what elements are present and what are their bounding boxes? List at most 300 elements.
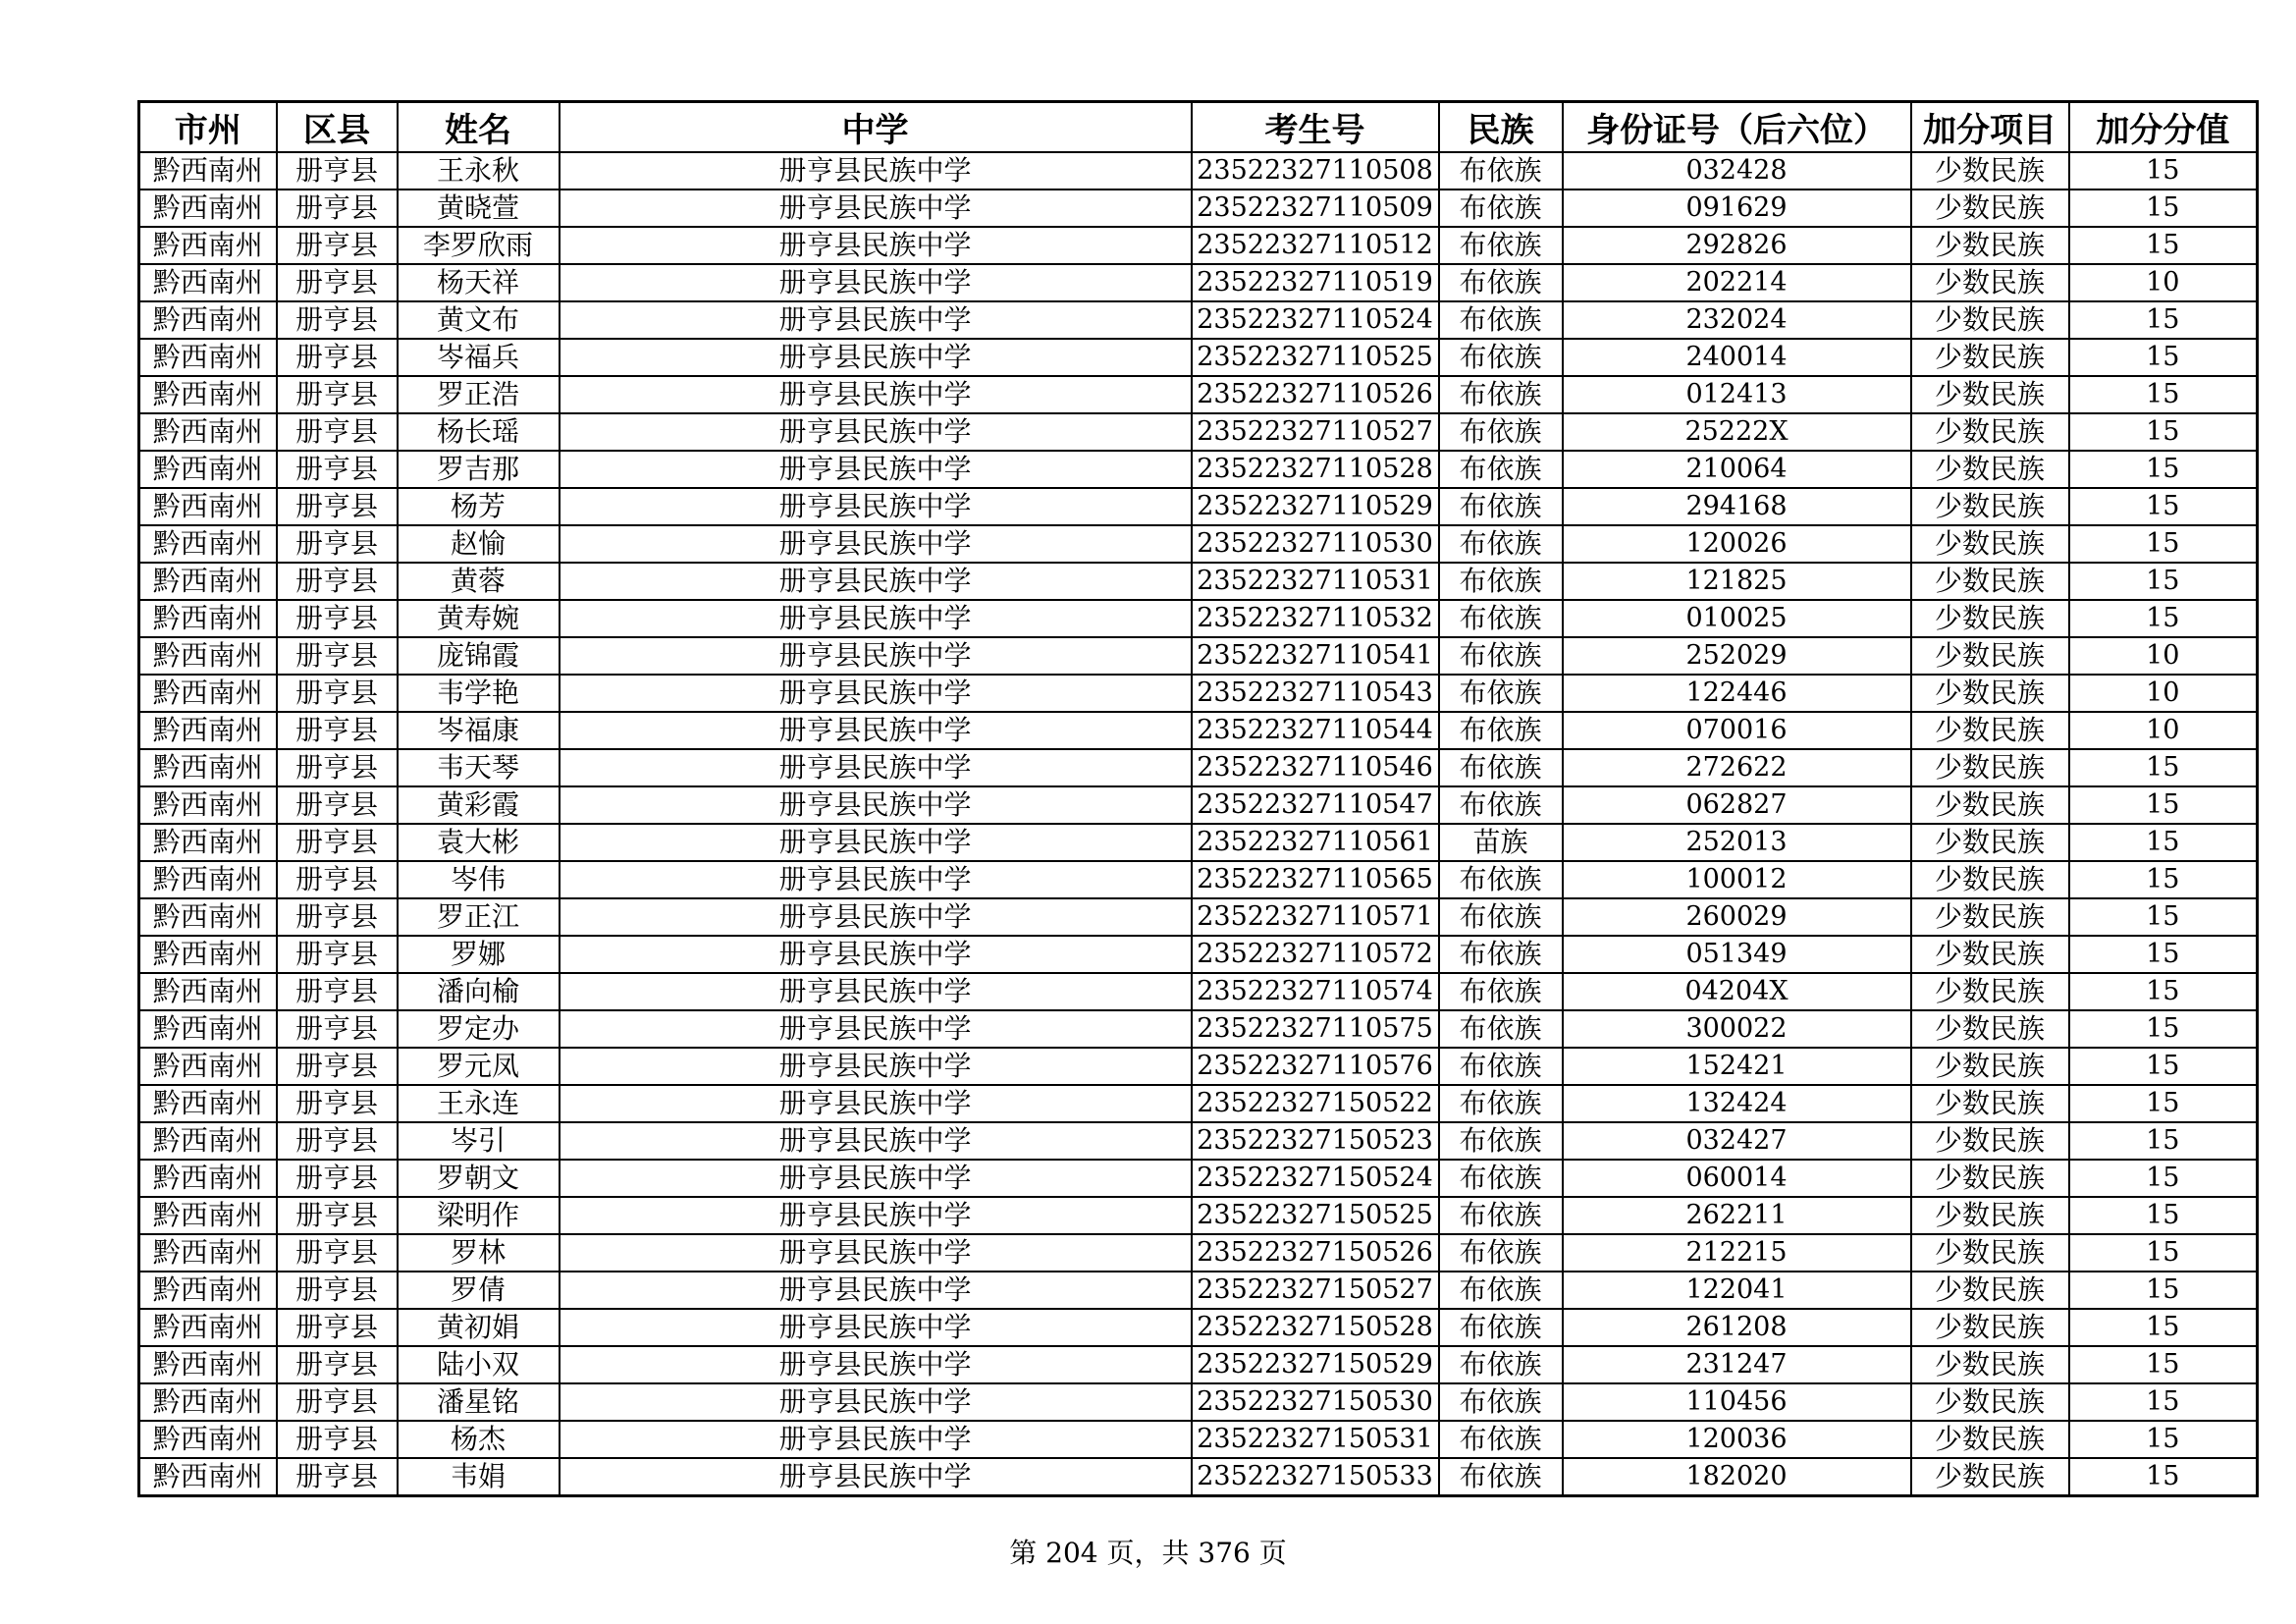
table-row bbox=[139, 898, 2258, 936]
ethnicity-cell: 布依族 bbox=[1439, 1010, 1563, 1048]
table-row bbox=[139, 1122, 2258, 1160]
bonus-points-cell: 15 bbox=[2069, 600, 2258, 637]
id-last-six-cell: 010025 bbox=[1563, 600, 1911, 637]
bonus-item-cell: 少数民族 bbox=[1911, 413, 2069, 451]
city-cell: 黔西南州 bbox=[139, 413, 277, 451]
city-cell: 黔西南州 bbox=[139, 1421, 277, 1458]
ethnicity-cell: 布依族 bbox=[1439, 189, 1563, 227]
ethnicity-cell: 布依族 bbox=[1439, 600, 1563, 637]
bonus-points-cell: 10 bbox=[2069, 637, 2258, 675]
exam-number-cell: 23522327110531 bbox=[1192, 563, 1439, 600]
bonus-item-cell: 少数民族 bbox=[1911, 227, 2069, 264]
id-last-six-cell: 152421 bbox=[1563, 1048, 1911, 1085]
name-cell: 岑福兵 bbox=[398, 339, 560, 376]
school-cell: 册亨县民族中学 bbox=[560, 749, 1192, 786]
county-cell: 册亨县 bbox=[277, 1048, 398, 1085]
bonus-points-cell: 15 bbox=[2069, 898, 2258, 936]
exam-number-cell: 23522327110508 bbox=[1192, 152, 1439, 189]
name-cell: 王永秋 bbox=[398, 152, 560, 189]
ethnicity-cell: 布依族 bbox=[1439, 1421, 1563, 1458]
name-cell: 黄文布 bbox=[398, 301, 560, 339]
exam-number-cell: 23522327110525 bbox=[1192, 339, 1439, 376]
id-last-six-cell: 121825 bbox=[1563, 563, 1911, 600]
bonus-item-cell: 少数民族 bbox=[1911, 264, 2069, 301]
city-cell: 黔西南州 bbox=[139, 1272, 277, 1309]
exam-number-cell: 23522327150523 bbox=[1192, 1122, 1439, 1160]
id-last-six-cell: 070016 bbox=[1563, 712, 1911, 749]
city-cell: 黔西南州 bbox=[139, 600, 277, 637]
bonus-points-cell: 15 bbox=[2069, 301, 2258, 339]
ethnicity-cell: 布依族 bbox=[1439, 1346, 1563, 1383]
bonus-points-cell: 15 bbox=[2069, 563, 2258, 600]
city-cell: 黔西南州 bbox=[139, 936, 277, 973]
exam-number-cell: 23522327110528 bbox=[1192, 451, 1439, 488]
table-header bbox=[139, 102, 2258, 153]
id-last-six-cell: 032428 bbox=[1563, 152, 1911, 189]
bonus-item-cell: 少数民族 bbox=[1911, 1346, 2069, 1383]
name-cell: 罗朝文 bbox=[398, 1160, 560, 1197]
county-cell: 册亨县 bbox=[277, 488, 398, 525]
city-cell: 黔西南州 bbox=[139, 824, 277, 861]
bonus-item-cell: 少数民族 bbox=[1911, 1085, 2069, 1122]
name-cell: 杨芳 bbox=[398, 488, 560, 525]
ethnicity-cell: 布依族 bbox=[1439, 1048, 1563, 1085]
city-cell: 黔西南州 bbox=[139, 1085, 277, 1122]
bonus-item-cell: 少数民族 bbox=[1911, 1309, 2069, 1346]
bonus-points-cell: 15 bbox=[2069, 1234, 2258, 1272]
name-cell: 黄彩霞 bbox=[398, 786, 560, 824]
table-row bbox=[139, 339, 2258, 376]
table-row bbox=[139, 637, 2258, 675]
city-cell: 黔西南州 bbox=[139, 749, 277, 786]
id-last-six-cell: 212215 bbox=[1563, 1234, 1911, 1272]
table-body bbox=[139, 152, 2258, 1496]
id-last-six-cell: 202214 bbox=[1563, 264, 1911, 301]
table-row bbox=[139, 413, 2258, 451]
ethnicity-cell: 苗族 bbox=[1439, 824, 1563, 861]
school-cell: 册亨县民族中学 bbox=[560, 1458, 1192, 1496]
table-row bbox=[139, 1383, 2258, 1421]
bonus-item-cell: 少数民族 bbox=[1911, 189, 2069, 227]
column-header-city: 市州 bbox=[139, 102, 277, 153]
bonus-points-cell: 15 bbox=[2069, 1085, 2258, 1122]
county-cell: 册亨县 bbox=[277, 1309, 398, 1346]
id-last-six-cell: 252029 bbox=[1563, 637, 1911, 675]
name-cell: 罗娜 bbox=[398, 936, 560, 973]
ethnicity-cell: 布依族 bbox=[1439, 1309, 1563, 1346]
county-cell: 册亨县 bbox=[277, 1197, 398, 1234]
id-last-six-cell: 060014 bbox=[1563, 1160, 1911, 1197]
county-cell: 册亨县 bbox=[277, 600, 398, 637]
county-cell: 册亨县 bbox=[277, 712, 398, 749]
exam-number-cell: 23522327150527 bbox=[1192, 1272, 1439, 1309]
header-row bbox=[139, 102, 2258, 153]
name-cell: 杨天祥 bbox=[398, 264, 560, 301]
city-cell: 黔西南州 bbox=[139, 1197, 277, 1234]
bonus-points-cell: 15 bbox=[2069, 1160, 2258, 1197]
bonus-item-cell: 少数民族 bbox=[1911, 861, 2069, 898]
ethnicity-cell: 布依族 bbox=[1439, 1234, 1563, 1272]
bonus-points-cell: 15 bbox=[2069, 1048, 2258, 1085]
bonus-points-cell: 15 bbox=[2069, 227, 2258, 264]
name-cell: 杨杰 bbox=[398, 1421, 560, 1458]
county-cell: 册亨县 bbox=[277, 1346, 398, 1383]
exam-number-cell: 23522327110529 bbox=[1192, 488, 1439, 525]
table-row bbox=[139, 152, 2258, 189]
table-row bbox=[139, 786, 2258, 824]
bonus-points-cell: 10 bbox=[2069, 675, 2258, 712]
column-header-name: 姓名 bbox=[398, 102, 560, 153]
exam-number-cell: 23522327110576 bbox=[1192, 1048, 1439, 1085]
county-cell: 册亨县 bbox=[277, 1383, 398, 1421]
table-row bbox=[139, 600, 2258, 637]
id-last-six-cell: 231247 bbox=[1563, 1346, 1911, 1383]
table-row bbox=[139, 1160, 2258, 1197]
table-row bbox=[139, 712, 2258, 749]
id-last-six-cell: 25222X bbox=[1563, 413, 1911, 451]
bonus-item-cell: 少数民族 bbox=[1911, 1458, 2069, 1496]
id-last-six-cell: 272622 bbox=[1563, 749, 1911, 786]
county-cell: 册亨县 bbox=[277, 189, 398, 227]
school-cell: 册亨县民族中学 bbox=[560, 936, 1192, 973]
city-cell: 黔西南州 bbox=[139, 227, 277, 264]
id-last-six-cell: 300022 bbox=[1563, 1010, 1911, 1048]
school-cell: 册亨县民族中学 bbox=[560, 786, 1192, 824]
id-last-six-cell: 210064 bbox=[1563, 451, 1911, 488]
bonus-points-cell: 15 bbox=[2069, 488, 2258, 525]
table-row bbox=[139, 1048, 2258, 1085]
bonus-item-cell: 少数民族 bbox=[1911, 675, 2069, 712]
ethnicity-cell: 布依族 bbox=[1439, 712, 1563, 749]
county-cell: 册亨县 bbox=[277, 339, 398, 376]
bonus-item-cell: 少数民族 bbox=[1911, 376, 2069, 413]
table-row bbox=[139, 1085, 2258, 1122]
table-row bbox=[139, 227, 2258, 264]
name-cell: 黄晓萱 bbox=[398, 189, 560, 227]
school-cell: 册亨县民族中学 bbox=[560, 973, 1192, 1010]
table-row bbox=[139, 824, 2258, 861]
table-row bbox=[139, 189, 2258, 227]
city-cell: 黔西南州 bbox=[139, 264, 277, 301]
name-cell: 黄蓉 bbox=[398, 563, 560, 600]
city-cell: 黔西南州 bbox=[139, 189, 277, 227]
county-cell: 册亨县 bbox=[277, 1122, 398, 1160]
exam-number-cell: 23522327110543 bbox=[1192, 675, 1439, 712]
county-cell: 册亨县 bbox=[277, 861, 398, 898]
city-cell: 黔西南州 bbox=[139, 786, 277, 824]
ethnicity-cell: 布依族 bbox=[1439, 898, 1563, 936]
exam-number-cell: 23522327110524 bbox=[1192, 301, 1439, 339]
city-cell: 黔西南州 bbox=[139, 451, 277, 488]
school-cell: 册亨县民族中学 bbox=[560, 525, 1192, 563]
id-last-six-cell: 294168 bbox=[1563, 488, 1911, 525]
bonus-points-cell: 15 bbox=[2069, 1010, 2258, 1048]
name-cell: 岑伟 bbox=[398, 861, 560, 898]
table-row bbox=[139, 1309, 2258, 1346]
city-cell: 黔西南州 bbox=[139, 525, 277, 563]
exam-number-cell: 23522327110574 bbox=[1192, 973, 1439, 1010]
county-cell: 册亨县 bbox=[277, 1234, 398, 1272]
county-cell: 册亨县 bbox=[277, 786, 398, 824]
exam-number-cell: 23522327110572 bbox=[1192, 936, 1439, 973]
exam-number-cell: 23522327110509 bbox=[1192, 189, 1439, 227]
bonus-points-cell: 15 bbox=[2069, 1122, 2258, 1160]
ethnicity-cell: 布依族 bbox=[1439, 1160, 1563, 1197]
school-cell: 册亨县民族中学 bbox=[560, 600, 1192, 637]
ethnicity-cell: 布依族 bbox=[1439, 339, 1563, 376]
id-last-six-cell: 122446 bbox=[1563, 675, 1911, 712]
id-last-six-cell: 261208 bbox=[1563, 1309, 1911, 1346]
bonus-item-cell: 少数民族 bbox=[1911, 339, 2069, 376]
school-cell: 册亨县民族中学 bbox=[560, 898, 1192, 936]
school-cell: 册亨县民族中学 bbox=[560, 824, 1192, 861]
exam-number-cell: 23522327150529 bbox=[1192, 1346, 1439, 1383]
bonus-points-cell: 15 bbox=[2069, 824, 2258, 861]
county-cell: 册亨县 bbox=[277, 898, 398, 936]
bonus-item-cell: 少数民族 bbox=[1911, 712, 2069, 749]
exam-number-cell: 23522327150526 bbox=[1192, 1234, 1439, 1272]
page-footer: 第 204 页，共 376 页 bbox=[1009, 1537, 1287, 1569]
exam-number-cell: 23522327110575 bbox=[1192, 1010, 1439, 1048]
bonus-item-cell: 少数民族 bbox=[1911, 488, 2069, 525]
table-row bbox=[139, 525, 2258, 563]
id-last-six-cell: 262211 bbox=[1563, 1197, 1911, 1234]
id-last-six-cell: 292826 bbox=[1563, 227, 1911, 264]
school-cell: 册亨县民族中学 bbox=[560, 1309, 1192, 1346]
school-cell: 册亨县民族中学 bbox=[560, 675, 1192, 712]
id-last-six-cell: 232024 bbox=[1563, 301, 1911, 339]
school-cell: 册亨县民族中学 bbox=[560, 152, 1192, 189]
table-row bbox=[139, 376, 2258, 413]
id-last-six-cell: 100012 bbox=[1563, 861, 1911, 898]
school-cell: 册亨县民族中学 bbox=[560, 451, 1192, 488]
id-last-six-cell: 252013 bbox=[1563, 824, 1911, 861]
ethnicity-cell: 布依族 bbox=[1439, 301, 1563, 339]
table-row bbox=[139, 675, 2258, 712]
name-cell: 李罗欣雨 bbox=[398, 227, 560, 264]
school-cell: 册亨县民族中学 bbox=[560, 1085, 1192, 1122]
name-cell: 黄初娟 bbox=[398, 1309, 560, 1346]
name-cell: 韦天琴 bbox=[398, 749, 560, 786]
exam-number-cell: 23522327110527 bbox=[1192, 413, 1439, 451]
table-row bbox=[139, 264, 2258, 301]
ethnicity-cell: 布依族 bbox=[1439, 861, 1563, 898]
bonus-item-cell: 少数民族 bbox=[1911, 563, 2069, 600]
county-cell: 册亨县 bbox=[277, 1272, 398, 1309]
exam-number-cell: 23522327150524 bbox=[1192, 1160, 1439, 1197]
bonus-points-cell: 15 bbox=[2069, 451, 2258, 488]
school-cell: 册亨县民族中学 bbox=[560, 1272, 1192, 1309]
exam-number-cell: 23522327110532 bbox=[1192, 600, 1439, 637]
ethnicity-cell: 布依族 bbox=[1439, 413, 1563, 451]
bonus-item-cell: 少数民族 bbox=[1911, 600, 2069, 637]
bonus-item-cell: 少数民族 bbox=[1911, 1197, 2069, 1234]
id-last-six-cell: 132424 bbox=[1563, 1085, 1911, 1122]
table-row bbox=[139, 936, 2258, 973]
id-last-six-cell: 182020 bbox=[1563, 1458, 1911, 1496]
ethnicity-cell: 布依族 bbox=[1439, 637, 1563, 675]
city-cell: 黔西南州 bbox=[139, 1346, 277, 1383]
table-row bbox=[139, 1421, 2258, 1458]
bonus-item-cell: 少数民族 bbox=[1911, 1383, 2069, 1421]
city-cell: 黔西南州 bbox=[139, 898, 277, 936]
name-cell: 庞锦霞 bbox=[398, 637, 560, 675]
name-cell: 赵愉 bbox=[398, 525, 560, 563]
county-cell: 册亨县 bbox=[277, 413, 398, 451]
county-cell: 册亨县 bbox=[277, 1085, 398, 1122]
bonus-points-cell: 10 bbox=[2069, 264, 2258, 301]
id-last-six-cell: 032427 bbox=[1563, 1122, 1911, 1160]
bonus-points-cell: 15 bbox=[2069, 152, 2258, 189]
county-cell: 册亨县 bbox=[277, 451, 398, 488]
exam-number-cell: 23522327110547 bbox=[1192, 786, 1439, 824]
exam-number-cell: 23522327110530 bbox=[1192, 525, 1439, 563]
name-cell: 陆小双 bbox=[398, 1346, 560, 1383]
city-cell: 黔西南州 bbox=[139, 1234, 277, 1272]
school-cell: 册亨县民族中学 bbox=[560, 1010, 1192, 1048]
id-last-six-cell: 051349 bbox=[1563, 936, 1911, 973]
bonus-item-cell: 少数民族 bbox=[1911, 1421, 2069, 1458]
ethnicity-cell: 布依族 bbox=[1439, 936, 1563, 973]
school-cell: 册亨县民族中学 bbox=[560, 488, 1192, 525]
city-cell: 黔西南州 bbox=[139, 637, 277, 675]
table-row bbox=[139, 749, 2258, 786]
city-cell: 黔西南州 bbox=[139, 712, 277, 749]
bonus-item-cell: 少数民族 bbox=[1911, 1160, 2069, 1197]
city-cell: 黔西南州 bbox=[139, 1010, 277, 1048]
name-cell: 罗元凤 bbox=[398, 1048, 560, 1085]
bonus-points-cell: 15 bbox=[2069, 1197, 2258, 1234]
bonus-points-cell: 15 bbox=[2069, 413, 2258, 451]
id-last-six-cell: 04204X bbox=[1563, 973, 1911, 1010]
name-cell: 罗定办 bbox=[398, 1010, 560, 1048]
column-header-id-last-six: 身份证号（后六位） bbox=[1563, 102, 1911, 153]
ethnicity-cell: 布依族 bbox=[1439, 525, 1563, 563]
school-cell: 册亨县民族中学 bbox=[560, 227, 1192, 264]
bonus-item-cell: 少数民族 bbox=[1911, 152, 2069, 189]
school-cell: 册亨县民族中学 bbox=[560, 563, 1192, 600]
bonus-points-cell: 15 bbox=[2069, 749, 2258, 786]
table-row bbox=[139, 1272, 2258, 1309]
bonus-item-cell: 少数民族 bbox=[1911, 525, 2069, 563]
bonus-item-cell: 少数民族 bbox=[1911, 451, 2069, 488]
bonus-points-cell: 15 bbox=[2069, 1383, 2258, 1421]
name-cell: 梁明作 bbox=[398, 1197, 560, 1234]
name-cell: 韦娟 bbox=[398, 1458, 560, 1496]
exam-number-cell: 23522327110519 bbox=[1192, 264, 1439, 301]
name-cell: 罗正江 bbox=[398, 898, 560, 936]
bonus-points-cell: 15 bbox=[2069, 1272, 2258, 1309]
city-cell: 黔西南州 bbox=[139, 1048, 277, 1085]
table-row bbox=[139, 1010, 2258, 1048]
name-cell: 黄寿婉 bbox=[398, 600, 560, 637]
table-row bbox=[139, 451, 2258, 488]
table-row bbox=[139, 1458, 2258, 1496]
bonus-points-cell: 15 bbox=[2069, 1458, 2258, 1496]
school-cell: 册亨县民族中学 bbox=[560, 1122, 1192, 1160]
county-cell: 册亨县 bbox=[277, 1421, 398, 1458]
county-cell: 册亨县 bbox=[277, 563, 398, 600]
name-cell: 潘星铭 bbox=[398, 1383, 560, 1421]
column-header-county: 区县 bbox=[277, 102, 398, 153]
name-cell: 罗林 bbox=[398, 1234, 560, 1272]
table-row bbox=[139, 301, 2258, 339]
table-row bbox=[139, 563, 2258, 600]
county-cell: 册亨县 bbox=[277, 301, 398, 339]
school-cell: 册亨县民族中学 bbox=[560, 1383, 1192, 1421]
school-cell: 册亨县民族中学 bbox=[560, 301, 1192, 339]
city-cell: 黔西南州 bbox=[139, 1309, 277, 1346]
bonus-points-cell: 15 bbox=[2069, 1346, 2258, 1383]
bonus-item-cell: 少数民族 bbox=[1911, 786, 2069, 824]
table-row bbox=[139, 861, 2258, 898]
bonus-item-cell: 少数民族 bbox=[1911, 898, 2069, 936]
ethnicity-cell: 布依族 bbox=[1439, 227, 1563, 264]
school-cell: 册亨县民族中学 bbox=[560, 189, 1192, 227]
exam-number-cell: 23522327110571 bbox=[1192, 898, 1439, 936]
school-cell: 册亨县民族中学 bbox=[560, 1197, 1192, 1234]
name-cell: 杨长瑶 bbox=[398, 413, 560, 451]
bonus-points-cell: 15 bbox=[2069, 861, 2258, 898]
column-header-bonus-item: 加分项目 bbox=[1911, 102, 2069, 153]
bonus-points-cell: 15 bbox=[2069, 189, 2258, 227]
bonus-item-cell: 少数民族 bbox=[1911, 1048, 2069, 1085]
county-cell: 册亨县 bbox=[277, 824, 398, 861]
ethnicity-cell: 布依族 bbox=[1439, 264, 1563, 301]
bonus-item-cell: 少数民族 bbox=[1911, 936, 2069, 973]
city-cell: 黔西南州 bbox=[139, 563, 277, 600]
exam-number-cell: 23522327110546 bbox=[1192, 749, 1439, 786]
bonus-points-cell: 15 bbox=[2069, 1421, 2258, 1458]
county-cell: 册亨县 bbox=[277, 525, 398, 563]
ethnicity-cell: 布依族 bbox=[1439, 376, 1563, 413]
school-cell: 册亨县民族中学 bbox=[560, 339, 1192, 376]
bonus-item-cell: 少数民族 bbox=[1911, 1272, 2069, 1309]
school-cell: 册亨县民族中学 bbox=[560, 1048, 1192, 1085]
ethnicity-cell: 布依族 bbox=[1439, 1122, 1563, 1160]
table-row bbox=[139, 1197, 2258, 1234]
bonus-points-cell: 15 bbox=[2069, 936, 2258, 973]
county-cell: 册亨县 bbox=[277, 152, 398, 189]
bonus-item-cell: 少数民族 bbox=[1911, 973, 2069, 1010]
id-last-six-cell: 120036 bbox=[1563, 1421, 1911, 1458]
name-cell: 罗倩 bbox=[398, 1272, 560, 1309]
county-cell: 册亨县 bbox=[277, 264, 398, 301]
city-cell: 黔西南州 bbox=[139, 1160, 277, 1197]
name-cell: 岑福康 bbox=[398, 712, 560, 749]
ethnicity-cell: 布依族 bbox=[1439, 675, 1563, 712]
exam-number-cell: 23522327110541 bbox=[1192, 637, 1439, 675]
name-cell: 韦学艳 bbox=[398, 675, 560, 712]
county-cell: 册亨县 bbox=[277, 675, 398, 712]
county-cell: 册亨县 bbox=[277, 1160, 398, 1197]
id-last-six-cell: 120026 bbox=[1563, 525, 1911, 563]
ethnicity-cell: 布依族 bbox=[1439, 1085, 1563, 1122]
bonus-points-cell: 15 bbox=[2069, 973, 2258, 1010]
city-cell: 黔西南州 bbox=[139, 861, 277, 898]
ethnicity-cell: 布依族 bbox=[1439, 1272, 1563, 1309]
bonus-points-cell: 15 bbox=[2069, 1309, 2258, 1346]
city-cell: 黔西南州 bbox=[139, 152, 277, 189]
table-row bbox=[139, 973, 2258, 1010]
county-cell: 册亨县 bbox=[277, 936, 398, 973]
exam-number-cell: 23522327110526 bbox=[1192, 376, 1439, 413]
exam-number-cell: 23522327150533 bbox=[1192, 1458, 1439, 1496]
name-cell: 袁大彬 bbox=[398, 824, 560, 861]
id-last-six-cell: 260029 bbox=[1563, 898, 1911, 936]
column-header-bonus-points: 加分分值 bbox=[2069, 102, 2258, 153]
city-cell: 黔西南州 bbox=[139, 973, 277, 1010]
